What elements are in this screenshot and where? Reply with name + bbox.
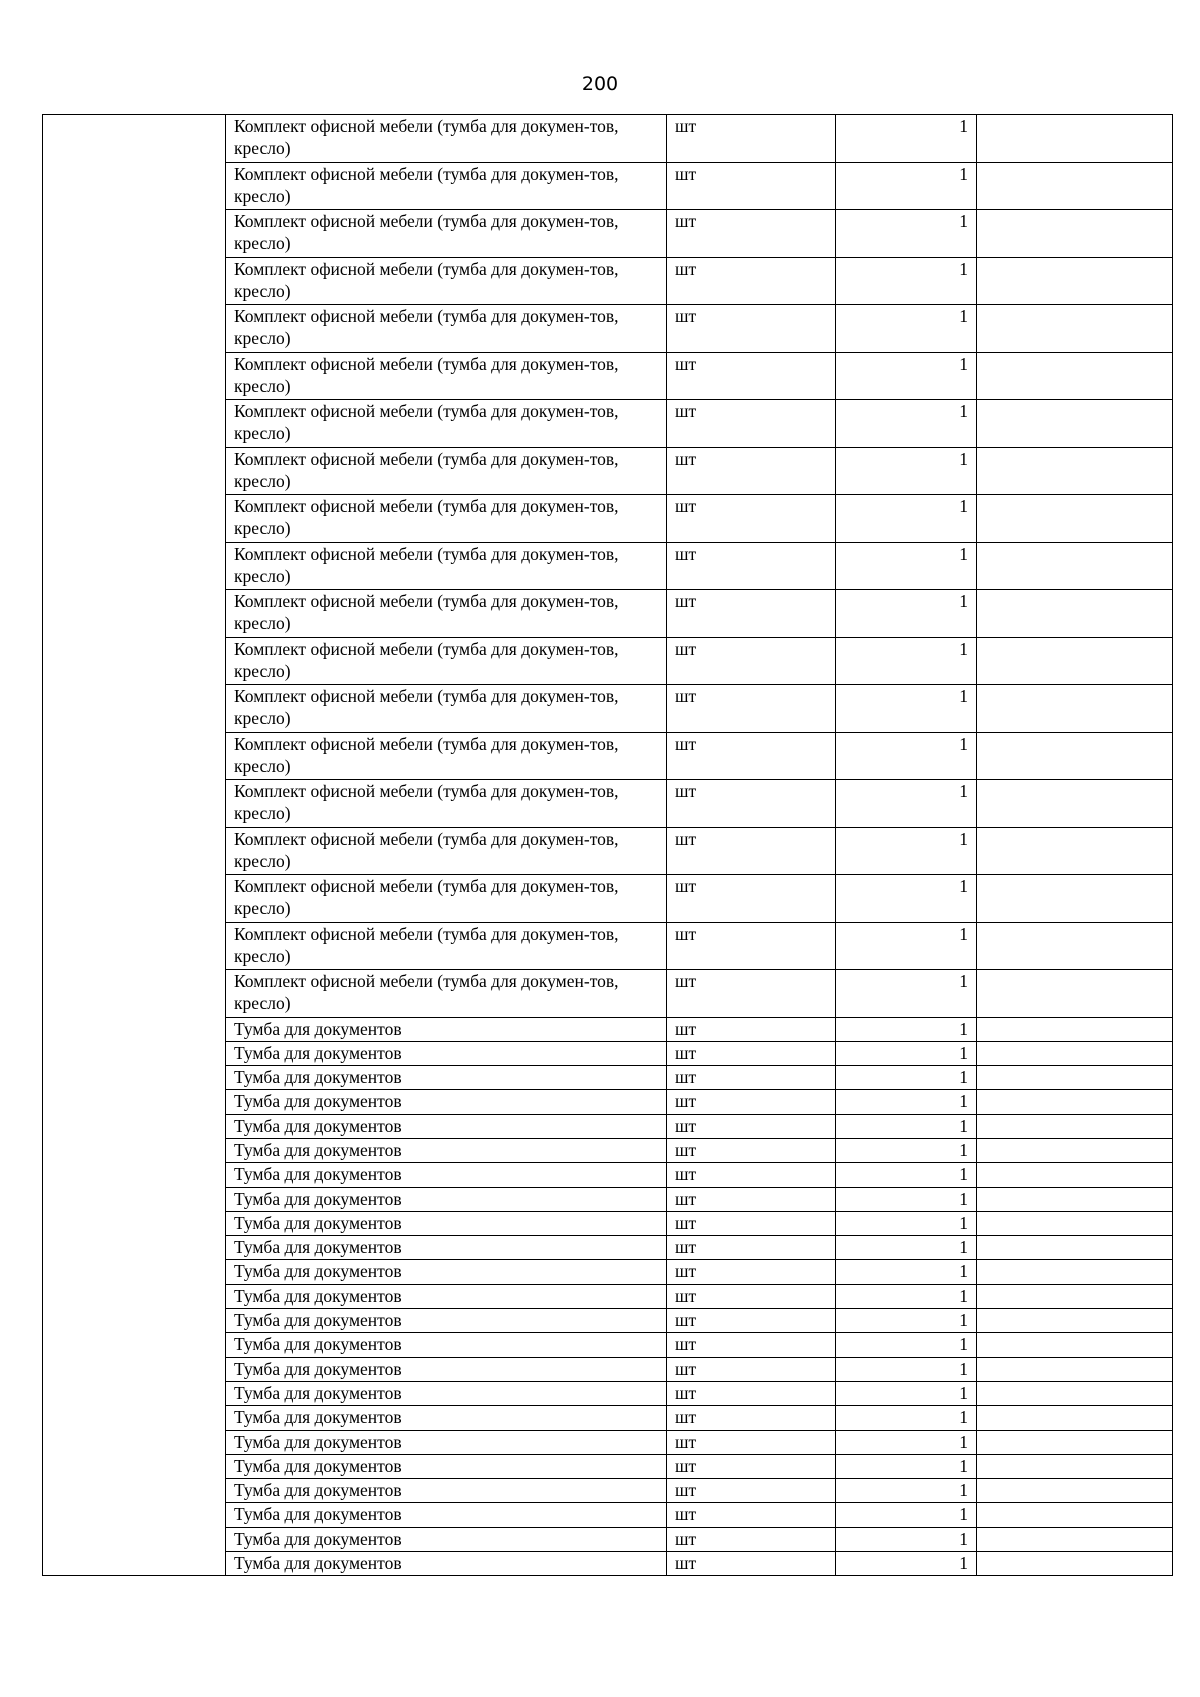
quantity-cell: 1 xyxy=(836,542,977,590)
unit-cell: шт xyxy=(667,922,836,970)
name-cell: Тумба для документов xyxy=(226,1187,667,1211)
note-cell xyxy=(977,1503,1173,1527)
note-cell xyxy=(977,732,1173,780)
name-cell: Комплект офисной мебели (тумба для докумен-тов, кресло) xyxy=(226,922,667,970)
note-cell xyxy=(977,1066,1173,1090)
name-cell: Комплект офисной мебели (тумба для докумен-тов, кресло) xyxy=(226,732,667,780)
unit-cell: шт xyxy=(667,970,836,1018)
unit-cell: шт xyxy=(667,827,836,875)
quantity-cell: 1 xyxy=(836,115,977,163)
name-cell: Тумба для документов xyxy=(226,1406,667,1430)
name-cell: Тумба для документов xyxy=(226,1138,667,1162)
note-cell xyxy=(977,1211,1173,1235)
note-cell xyxy=(977,1430,1173,1454)
note-cell xyxy=(977,1357,1173,1381)
unit-cell: шт xyxy=(667,1138,836,1162)
unit-cell: шт xyxy=(667,495,836,543)
unit-cell: шт xyxy=(667,1333,836,1357)
unit-cell: шт xyxy=(667,1187,836,1211)
unit-cell: шт xyxy=(667,1381,836,1405)
note-cell xyxy=(977,1406,1173,1430)
quantity-cell: 1 xyxy=(836,1406,977,1430)
unit-cell: шт xyxy=(667,685,836,733)
note-cell xyxy=(977,1454,1173,1478)
quantity-cell: 1 xyxy=(836,257,977,305)
quantity-cell: 1 xyxy=(836,1381,977,1405)
quantity-cell: 1 xyxy=(836,1357,977,1381)
note-cell xyxy=(977,305,1173,353)
note-cell xyxy=(977,1381,1173,1405)
name-cell: Тумба для документов xyxy=(226,1357,667,1381)
page-number: 200 xyxy=(581,73,619,95)
quantity-cell: 1 xyxy=(836,1552,977,1576)
quantity-cell: 1 xyxy=(836,1066,977,1090)
quantity-cell: 1 xyxy=(836,495,977,543)
name-cell: Комплект офисной мебели (тумба для докумен-тов, кресло) xyxy=(226,685,667,733)
name-cell: Тумба для документов xyxy=(226,1430,667,1454)
unit-cell: шт xyxy=(667,1090,836,1114)
quantity-cell: 1 xyxy=(836,637,977,685)
quantity-cell: 1 xyxy=(836,1430,977,1454)
name-cell: Тумба для документов xyxy=(226,1503,667,1527)
name-cell: Комплект офисной мебели (тумба для докумен-тов, кресло) xyxy=(226,400,667,448)
name-cell: Комплект офисной мебели (тумба для докумен-тов, кресло) xyxy=(226,210,667,258)
note-cell xyxy=(977,1236,1173,1260)
quantity-cell: 1 xyxy=(836,1454,977,1478)
quantity-cell: 1 xyxy=(836,875,977,923)
note-cell xyxy=(977,352,1173,400)
name-cell: Тумба для документов xyxy=(226,1381,667,1405)
note-cell xyxy=(977,1114,1173,1138)
quantity-cell: 1 xyxy=(836,1527,977,1551)
name-cell: Комплект офисной мебели (тумба для докумен-тов, кресло) xyxy=(226,305,667,353)
unit-cell: шт xyxy=(667,1503,836,1527)
note-cell xyxy=(977,780,1173,828)
quantity-cell: 1 xyxy=(836,922,977,970)
quantity-cell: 1 xyxy=(836,1479,977,1503)
unit-cell: шт xyxy=(667,1066,836,1090)
unit-cell: шт xyxy=(667,305,836,353)
name-cell: Тумба для документов xyxy=(226,1333,667,1357)
name-cell: Тумба для документов xyxy=(226,1066,667,1090)
quantity-cell: 1 xyxy=(836,1260,977,1284)
unit-cell: шт xyxy=(667,1041,836,1065)
table-body xyxy=(43,115,1173,1576)
note-cell xyxy=(977,922,1173,970)
quantity-cell: 1 xyxy=(836,1114,977,1138)
quantity-cell: 1 xyxy=(836,1333,977,1357)
name-cell: Тумба для документов xyxy=(226,1260,667,1284)
quantity-cell: 1 xyxy=(836,780,977,828)
note-cell xyxy=(977,1090,1173,1114)
note-cell xyxy=(977,210,1173,258)
note-cell xyxy=(977,1017,1173,1041)
quantity-cell: 1 xyxy=(836,1284,977,1308)
name-cell: Комплект офисной мебели (тумба для докумен-тов, кресло) xyxy=(226,542,667,590)
unit-cell: шт xyxy=(667,1163,836,1187)
note-cell xyxy=(977,685,1173,733)
name-cell: Тумба для документов xyxy=(226,1163,667,1187)
quantity-cell: 1 xyxy=(836,305,977,353)
quantity-cell: 1 xyxy=(836,827,977,875)
unit-cell: шт xyxy=(667,1211,836,1235)
unit-cell: шт xyxy=(667,1260,836,1284)
note-cell xyxy=(977,1479,1173,1503)
unit-cell: шт xyxy=(667,1552,836,1576)
unit-cell: шт xyxy=(667,1479,836,1503)
merged-section-cell xyxy=(43,115,226,1576)
name-cell: Комплект офисной мебели (тумба для докумен-тов, кресло) xyxy=(226,115,667,163)
note-cell xyxy=(977,1163,1173,1187)
quantity-cell: 1 xyxy=(836,1090,977,1114)
note-cell xyxy=(977,257,1173,305)
name-cell: Тумба для документов xyxy=(226,1552,667,1576)
unit-cell: шт xyxy=(667,732,836,780)
quantity-cell: 1 xyxy=(836,1017,977,1041)
quantity-cell: 1 xyxy=(836,1187,977,1211)
unit-cell: шт xyxy=(667,115,836,163)
unit-cell: шт xyxy=(667,447,836,495)
note-cell xyxy=(977,115,1173,163)
quantity-cell: 1 xyxy=(836,970,977,1018)
unit-cell: шт xyxy=(667,1454,836,1478)
name-cell: Тумба для документов xyxy=(226,1041,667,1065)
unit-cell: шт xyxy=(667,1406,836,1430)
name-cell: Комплект офисной мебели (тумба для докумен-тов, кресло) xyxy=(226,970,667,1018)
note-cell xyxy=(977,1041,1173,1065)
quantity-cell: 1 xyxy=(836,210,977,258)
unit-cell: шт xyxy=(667,542,836,590)
quantity-cell: 1 xyxy=(836,447,977,495)
name-cell: Тумба для документов xyxy=(226,1309,667,1333)
quantity-cell: 1 xyxy=(836,352,977,400)
unit-cell: шт xyxy=(667,162,836,210)
quantity-cell: 1 xyxy=(836,400,977,448)
quantity-cell: 1 xyxy=(836,1138,977,1162)
unit-cell: шт xyxy=(667,637,836,685)
note-cell xyxy=(977,542,1173,590)
note-cell xyxy=(977,1187,1173,1211)
name-cell: Комплект офисной мебели (тумба для докумен-тов, кресло) xyxy=(226,590,667,638)
note-cell xyxy=(977,1260,1173,1284)
name-cell: Комплект офисной мебели (тумба для докумен-тов, кресло) xyxy=(226,352,667,400)
name-cell: Комплект офисной мебели (тумба для докумен-тов, кресло) xyxy=(226,162,667,210)
name-cell: Тумба для документов xyxy=(226,1284,667,1308)
equipment-table xyxy=(42,114,1173,1576)
note-cell xyxy=(977,162,1173,210)
unit-cell: шт xyxy=(667,1430,836,1454)
name-cell: Комплект офисной мебели (тумба для докумен-тов, кресло) xyxy=(226,495,667,543)
name-cell: Тумба для документов xyxy=(226,1114,667,1138)
table-row xyxy=(43,115,1173,163)
quantity-cell: 1 xyxy=(836,1309,977,1333)
name-cell: Комплект офисной мебели (тумба для докумен-тов, кресло) xyxy=(226,257,667,305)
name-cell: Комплект офисной мебели (тумба для докумен-тов, кресло) xyxy=(226,637,667,685)
note-cell xyxy=(977,637,1173,685)
unit-cell: шт xyxy=(667,1017,836,1041)
note-cell xyxy=(977,590,1173,638)
unit-cell: шт xyxy=(667,1527,836,1551)
name-cell: Тумба для документов xyxy=(226,1236,667,1260)
quantity-cell: 1 xyxy=(836,1211,977,1235)
note-cell xyxy=(977,1309,1173,1333)
unit-cell: шт xyxy=(667,210,836,258)
note-cell xyxy=(977,400,1173,448)
note-cell xyxy=(977,827,1173,875)
name-cell: Тумба для документов xyxy=(226,1017,667,1041)
note-cell xyxy=(977,1333,1173,1357)
quantity-cell: 1 xyxy=(836,590,977,638)
unit-cell: шт xyxy=(667,400,836,448)
unit-cell: шт xyxy=(667,590,836,638)
note-cell xyxy=(977,447,1173,495)
quantity-cell: 1 xyxy=(836,1236,977,1260)
quantity-cell: 1 xyxy=(836,732,977,780)
unit-cell: шт xyxy=(667,1236,836,1260)
unit-cell: шт xyxy=(667,875,836,923)
unit-cell: шт xyxy=(667,1309,836,1333)
unit-cell: шт xyxy=(667,352,836,400)
note-cell xyxy=(977,1552,1173,1576)
name-cell: Тумба для документов xyxy=(226,1454,667,1478)
name-cell: Тумба для документов xyxy=(226,1527,667,1551)
name-cell: Комплект офисной мебели (тумба для докумен-тов, кресло) xyxy=(226,827,667,875)
name-cell: Тумба для документов xyxy=(226,1479,667,1503)
name-cell: Тумба для документов xyxy=(226,1211,667,1235)
quantity-cell: 1 xyxy=(836,1041,977,1065)
note-cell xyxy=(977,1138,1173,1162)
quantity-cell: 1 xyxy=(836,1503,977,1527)
note-cell xyxy=(977,495,1173,543)
unit-cell: шт xyxy=(667,780,836,828)
name-cell: Комплект офисной мебели (тумба для докумен-тов, кресло) xyxy=(226,780,667,828)
note-cell xyxy=(977,1284,1173,1308)
quantity-cell: 1 xyxy=(836,1163,977,1187)
quantity-cell: 1 xyxy=(836,685,977,733)
name-cell: Комплект офисной мебели (тумба для докумен-тов, кресло) xyxy=(226,447,667,495)
note-cell xyxy=(977,875,1173,923)
unit-cell: шт xyxy=(667,1114,836,1138)
note-cell xyxy=(977,1527,1173,1551)
name-cell: Тумба для документов xyxy=(226,1090,667,1114)
unit-cell: шт xyxy=(667,257,836,305)
unit-cell: шт xyxy=(667,1357,836,1381)
quantity-cell: 1 xyxy=(836,162,977,210)
name-cell: Комплект офисной мебели (тумба для докумен-тов, кресло) xyxy=(226,875,667,923)
note-cell xyxy=(977,970,1173,1018)
unit-cell: шт xyxy=(667,1284,836,1308)
